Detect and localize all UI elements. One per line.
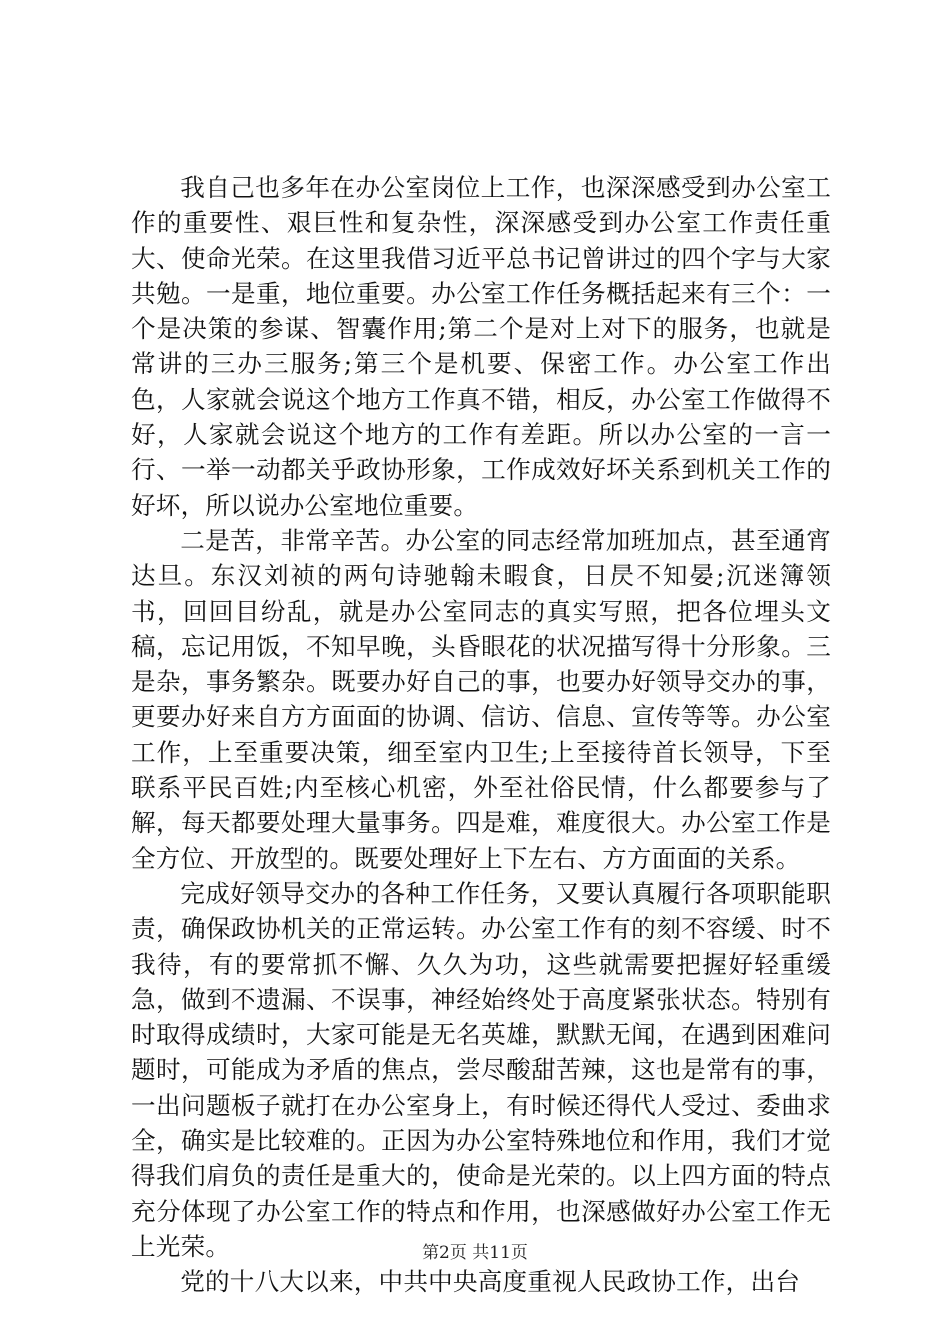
paragraph-4: 党的十八大以来，中共中央高度重视人民政协工作，出台: [180, 1267, 801, 1297]
paragraph-2: 二是苦，非常辛苦。办公室的同志经常加班加点，甚至通宵达旦。东汉刘祯的两句诗驰翰未暇食，日昃不知晏;沉迷簿领书，回回目纷乱，就是办公室同志的真实写照，把各位埋头文稿，忘记用饭，不知早晚，头昏眼花的状况描写得十分形象。三是杂，事务繁杂。既要办好自己的事，也要办好领导交办的事，更要办好来自方方面面的协调、信访、信息、宣传等等。办公室工作，上至重要决策，细至室内卫生;上至接待首长领导，下至联系平民百姓;内至核心机密，外至社俗民情，什么都要参与了解，每天都要处理大量事务。四是难，难度很大。办公室工作是全方位、开放型的。既要处理好上下左右、方方面面的关系。: [131, 525, 831, 873]
paragraph-3: 完成好领导交办的各种工作任务，又要认真履行各项职能职责，确保政协机关的正常运转。办公室工作有的刻不容缓、时不我待，有的要常抓不懈、久久为功，这些就需要把握好轻重缓急，做到不遗漏、不误事，神经始终处于高度紧张状态。特别有时取得成绩时，大家可能是无名英雄，默默无闻，在遇到困难问题时，可能成为矛盾的焦点，尝尽酸甜苦辣，这也是常有的事，一出问题板子就打在办公室身上，有时候还得代人受过、委曲求全，确实是比较难的。正因为办公室特殊地位和作用，我们才觉得我们肩负的责任是重大的，使命是光荣的。以上四方面的特点充分体现了办公室工作的特点和作用，也深感做好办公室工作无上光荣。: [131, 878, 831, 1261]
document-body: [131, 170, 831, 1300]
paragraph-1: 我自己也多年在办公室岗位上工作，也深深感受到办公室工作的重要性、艰巨性和复杂性，深深感受到办公室工作责任重大、使命光荣。在这里我借习近平总书记曾讲过的四个字与大家共勉。一是重，地位重要。办公室工作任务概括起来有三个：一个是决策的参谋、智囊作用;第二个是对上对下的服务，也就是常讲的三办三服务;第三个是机要、保密工作。办公室工作出色，人家就会说这个地方工作真不错，相反，办公室工作做得不好，人家就会说这个地方的工作有差距。所以办公室的一言一行、一举一动都关乎政协形象，工作成效好坏关系到机关工作的好坏，所以说办公室地位重要。: [131, 173, 831, 520]
page-number-footer: 第2页 共11页: [422, 1243, 528, 1263]
